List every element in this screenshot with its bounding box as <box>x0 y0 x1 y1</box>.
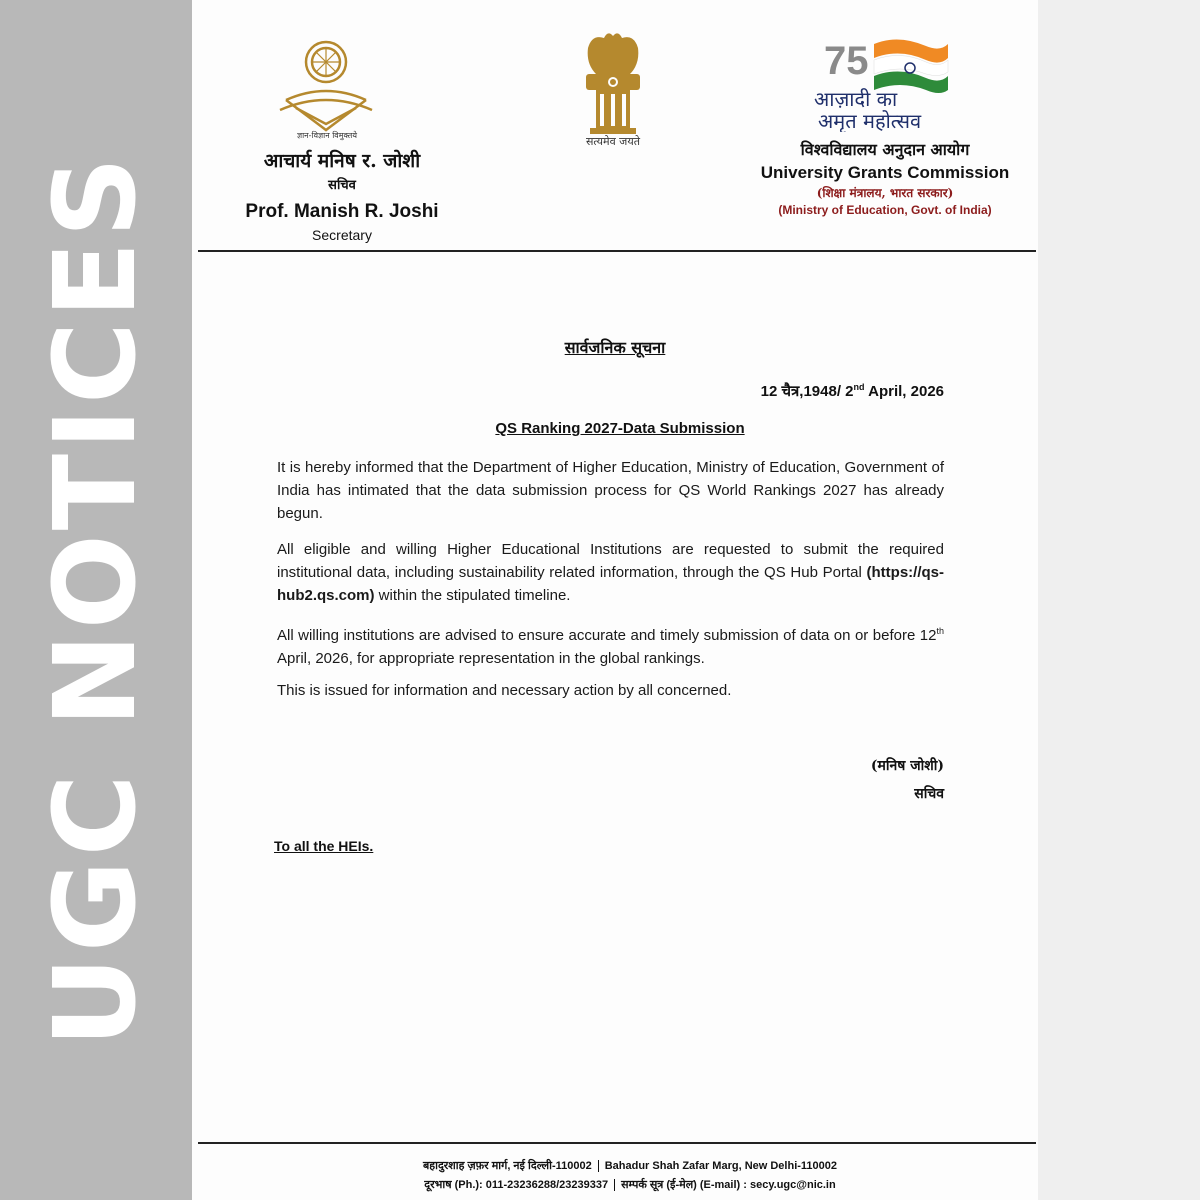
footer-contact: दूरभाष (Ph.): 011-23236288/23239337 सम्पर्क सूत्र (ई-मेल) (E-mail) : secy.ugc@nic.in <box>424 1179 836 1191</box>
notice-paragraph-2: All eligible and willing Higher Educational Institutions are requested to submit the required institutional data, including sustainability related information, through the QS Hub Portal (https://qs-hub2.qs.com) within the stipulated timeline. <box>277 541 944 604</box>
ugc-logo-icon <box>270 30 382 140</box>
secretary-title: Secretary <box>312 226 372 243</box>
azadi-line-1: आज़ादी का <box>814 87 898 111</box>
addressee: To all the HEIs. <box>274 838 374 854</box>
signatory-name: (मनिष जोशी) <box>870 758 944 774</box>
emblem-motto: सत्यमेव जयते <box>585 135 640 148</box>
notice-paragraph-1: It is hereby informed that the Department of Higher Education, Ministry of Education, Government of India has intimated that the data submission process for QS World Rankings 2027 has already begun. <box>277 459 944 522</box>
notice-subject: QS Ranking 2027-Data Submission <box>495 420 745 437</box>
right-margin-band <box>1038 0 1200 1200</box>
ugc-motto: ज्ञान-विज्ञान विमुक्तये <box>296 131 358 140</box>
org-hindi-name: विश्वविद्यालय अनुदान आयोग <box>800 140 970 159</box>
ugc-org-block <box>760 140 1010 218</box>
header-divider <box>198 250 1036 252</box>
azadi-ka-amrit-mahotsav-logo-icon <box>808 30 958 132</box>
ministry-english: (Ministry of Education, Govt. of India) <box>778 203 992 218</box>
org-english-name: University Grants Commission <box>760 163 1010 182</box>
footer-divider <box>198 1142 1036 1144</box>
secretary-block <box>222 150 462 244</box>
notice-date: 12 चैत्र,1948/ 2nd April, 2026 <box>760 382 944 400</box>
notice-heading: सार्वजनिक सूचना <box>564 338 666 357</box>
signatory-title: सचिव <box>914 786 944 802</box>
secretary-hindi-title: सचिव <box>328 177 356 193</box>
ministry-hindi: (शिक्षा मंत्रालय, भारत सरकार) <box>816 186 954 201</box>
azadi-line-2: अमृत महोत्सव <box>818 109 922 132</box>
secretary-name: Prof. Manish R. Joshi <box>245 201 439 222</box>
side-banner-label: UGC NOTICES <box>31 152 161 1048</box>
secretary-hindi-name: आचार्य मनिष र. जोशी <box>263 150 421 172</box>
footer-address: बहादुरशाह ज़फ़र मार्ग, नई दिल्ली-110002 Bahadur Shah Zafar Marg, New Delhi-110002 <box>422 1160 838 1172</box>
notice-paragraph-3: All willing institutions are advised to ensure accurate and timely submission of data on or before 12th April, 2026, for appropriate representation in the global rankings. <box>277 626 944 667</box>
azadi-number: 75 <box>824 39 869 83</box>
side-banner <box>0 0 192 1200</box>
notice-paragraph-4: This is issued for information and necessary action by all concerned. <box>277 682 732 699</box>
footer-email[interactable]: सम्पर्क सूत्र (ई-मेल) (E-mail) : secy.ugc@nic.in <box>621 1179 836 1191</box>
qs-hub-portal-link[interactable]: (https://qs-hub2.qs.com) <box>277 564 944 604</box>
